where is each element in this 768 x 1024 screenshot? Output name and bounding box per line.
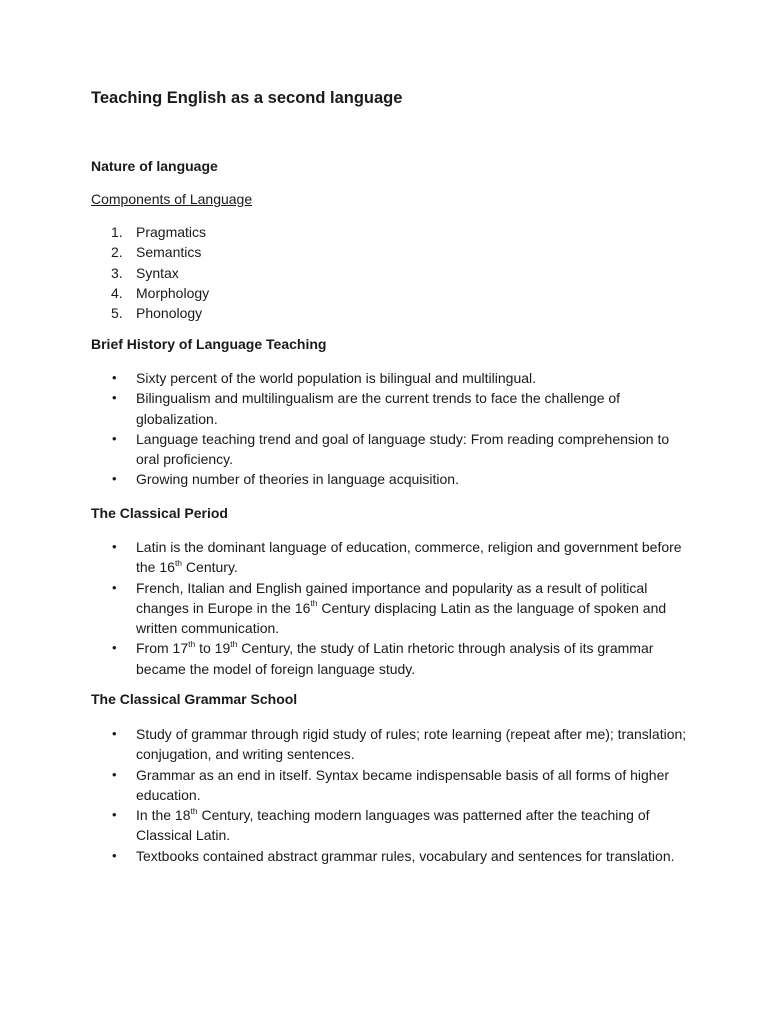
bullet-icon: • — [112, 430, 117, 446]
bullet-icon: • — [112, 370, 117, 385]
bullet-list-history — [91, 368, 691, 490]
list-item — [91, 765, 691, 806]
list-item-text: From 17 — [136, 640, 189, 657]
list-item — [91, 242, 691, 262]
list-item-text: Latin is the dominant language of education, commerce, religion and government before the 16 — [136, 539, 682, 576]
list-item-text: French, Italian and English gained importance and popularity as a result of political changes in Europe in the 16 — [136, 579, 648, 616]
list-item-text: Century, teaching modern languages was patterned after the teaching of Classical Latin. — [136, 807, 650, 844]
list-item-text: Growing number of theories in language acquisition. — [136, 471, 459, 488]
list-item-text: Study of grammar through rigid study of rules; rote learning (repeat after me); translation; conjugation, and writing sentences. — [136, 726, 687, 763]
list-item-text: Semantics — [136, 244, 202, 261]
bullet-icon: • — [112, 640, 117, 656]
list-item — [91, 222, 691, 242]
list-item-text: Sixty percent of the world population is bilingual and multilingual. — [136, 370, 537, 386]
section-heading-nature: Nature of language — [91, 158, 218, 174]
section-heading-history: Brief History of Language Teaching — [91, 336, 327, 352]
list-item — [91, 469, 691, 489]
list-item-text: Century. — [182, 559, 238, 576]
bullet-icon: • — [112, 539, 117, 554]
superscript-ordinal: th — [188, 638, 196, 649]
list-item — [91, 368, 691, 388]
list-number: 4. — [111, 284, 123, 301]
list-number: 3. — [111, 264, 123, 281]
list-item — [91, 537, 691, 578]
bullet-icon: • — [112, 766, 117, 782]
bullet-icon: • — [112, 471, 117, 487]
list-item-text: Pragmatics — [136, 224, 207, 240]
list-number: 5. — [111, 305, 123, 322]
list-item — [91, 638, 691, 679]
list-number: 2. — [111, 244, 123, 261]
list-item — [91, 429, 691, 470]
document-title: Teaching English as a second language — [91, 89, 403, 107]
superscript-ordinal: th — [190, 805, 198, 816]
superscript-ordinal: th — [310, 598, 318, 609]
numbered-list-components — [91, 222, 691, 323]
list-item-text: Language teaching trend and goal of language study: From reading comprehension to oral proficiency. — [136, 430, 670, 468]
superscript-ordinal: th — [230, 638, 238, 649]
list-item-text: Textbooks contained abstract grammar rules, vocabulary and sentences for translation. — [136, 847, 675, 864]
list-item-text: In the 18 — [136, 807, 191, 824]
section-heading-grammar-school: The Classical Grammar School — [91, 691, 298, 707]
list-item-text: to 19 — [195, 640, 231, 657]
list-item-text: Phonology — [136, 305, 203, 322]
list-number: 1. — [111, 224, 123, 240]
subheading-components: Components of Language — [91, 191, 253, 207]
bullet-icon: • — [112, 726, 117, 741]
bullet-icon: • — [112, 847, 117, 863]
list-item — [91, 303, 691, 323]
list-item-text: Bilingualism and multilingualism are the current trends to face the challenge of globalization. — [136, 390, 621, 427]
bullet-list-grammar-school — [91, 724, 691, 866]
list-item-text: Syntax — [136, 264, 179, 281]
list-item — [91, 263, 691, 283]
superscript-ordinal: th — [174, 557, 183, 568]
bullet-icon: • — [112, 807, 117, 823]
bullet-list-classical-period — [91, 537, 691, 679]
list-item-text: Century displacing Latin as the language of spoken and written communication. — [136, 599, 667, 637]
list-item — [91, 578, 691, 639]
list-item-text: Century, the study of Latin rhetoric through analysis of its grammar became the model of foreign language study. — [136, 640, 654, 677]
bullet-icon: • — [112, 579, 117, 595]
list-item — [91, 283, 691, 303]
list-item — [91, 846, 691, 866]
list-item-text: Morphology — [136, 284, 210, 301]
section-heading-classical-period: The Classical Period — [91, 505, 228, 521]
list-item — [91, 724, 691, 765]
list-item-text: Grammar as an end in itself. Syntax became indispensable basis of all forms of higher education. — [136, 766, 670, 803]
list-item — [91, 805, 691, 846]
list-item — [91, 388, 691, 429]
bullet-icon: • — [112, 390, 117, 406]
